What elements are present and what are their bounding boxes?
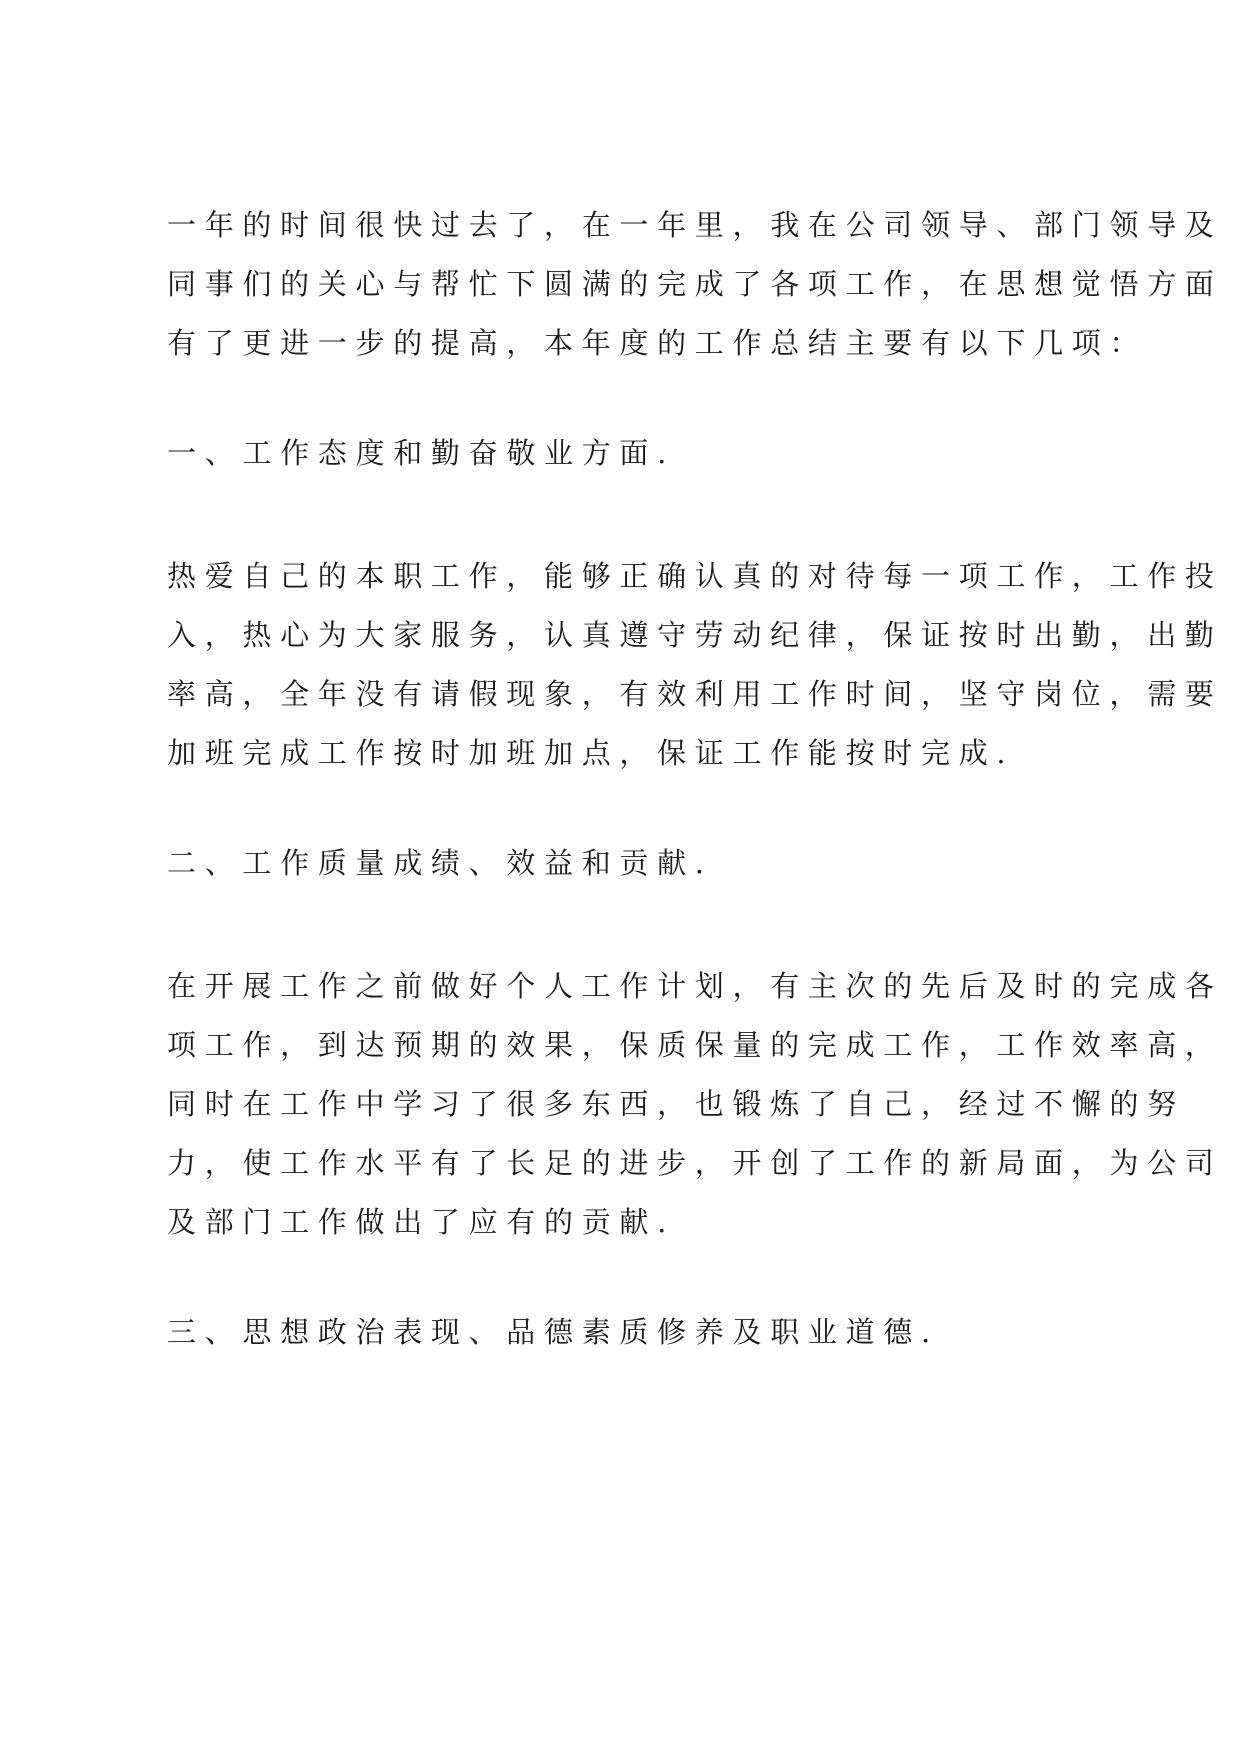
paragraph-line: 入，热心为大家服务，认真遵守劳动纪律，保证按时出勤，出勤 bbox=[167, 618, 1223, 652]
paragraph-line: 项工作，到达预期的效果，保质保量的完成工作，工作效率高， bbox=[167, 1028, 1223, 1062]
paragraph-line: 热爱自己的本职工作，能够正确认真的对待每一项工作，工作投 bbox=[167, 559, 1223, 593]
paragraph-line: 率高，全年没有请假现象，有效利用工作时间，坚守岗位，需要 bbox=[167, 677, 1223, 711]
paragraph-line: 加班完成工作按时加班加点，保证工作能按时完成. bbox=[167, 736, 1015, 770]
section-heading: 三、思想政治表现、品德素质修养及职业道德. bbox=[167, 1315, 939, 1349]
section-heading: 二、工作质量成绩、效益和贡献. bbox=[167, 846, 713, 880]
paragraph-line: 及部门工作做出了应有的贡献. bbox=[167, 1205, 676, 1239]
intro-line: 同事们的关心与帮忙下圆满的完成了各项工作，在思想觉悟方面 bbox=[167, 267, 1223, 301]
paragraph-line: 在开展工作之前做好个人工作计划，有主次的先后及时的完成各 bbox=[167, 969, 1223, 1003]
paragraph-line: 力，使工作水平有了长足的进步，开创了工作的新局面，为公司 bbox=[167, 1146, 1223, 1180]
section-heading: 一、工作态度和勤奋敬业方面. bbox=[167, 436, 676, 470]
intro-line: 一年的时间很快过去了，在一年里，我在公司领导、部门领导及 bbox=[167, 208, 1223, 242]
paragraph-line: 同时在工作中学习了很多东西，也锻炼了自己，经过不懈的努 bbox=[167, 1087, 1185, 1121]
intro-line: 有了更进一步的提高，本年度的工作总结主要有以下几项： bbox=[167, 326, 1148, 360]
